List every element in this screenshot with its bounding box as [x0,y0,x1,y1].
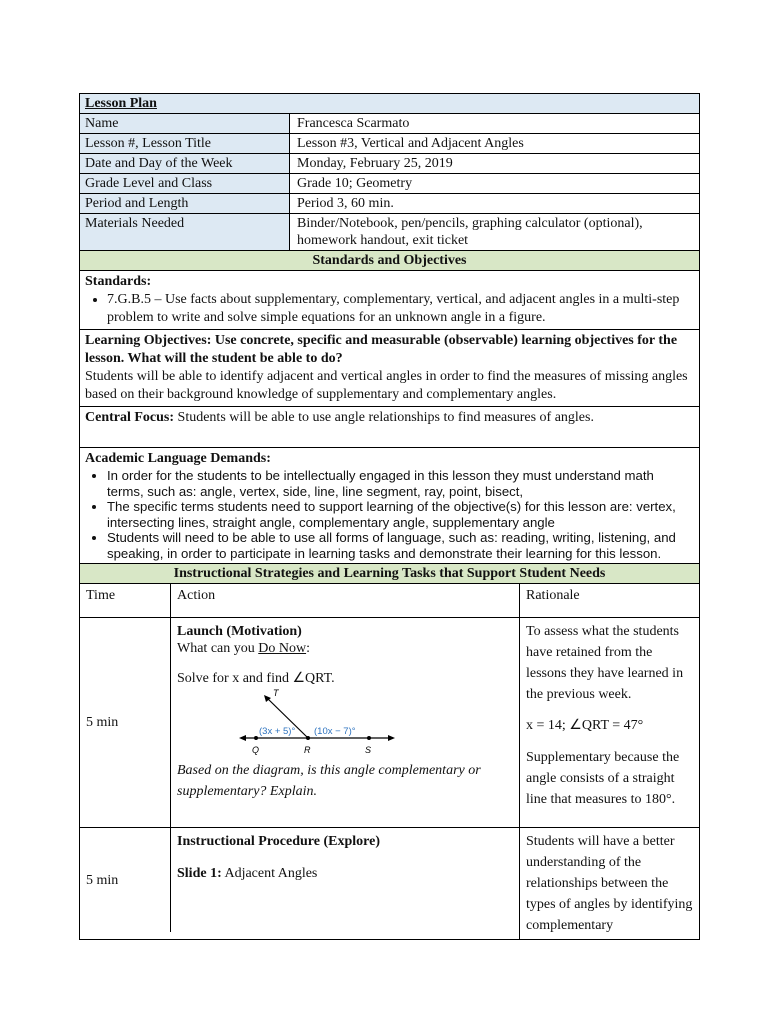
info-row-date [80,154,699,174]
objectives-heading: Learning Objectives: Use concrete, specific and measurable (observable) learning objectives for the lesson. What will the student be able to do? [85,333,678,366]
left-angle-expression: (3x + 5)° [259,726,296,737]
info-row-lesson [80,134,699,154]
info-label: Name [80,114,290,133]
info-value: Grade 10; Geometry [297,176,413,191]
info-label: Lesson #, Lesson Title [80,134,290,153]
objectives-block [80,330,699,407]
rationale-explanation: Supplementary because the angle consists of a straight line that measures to 180°. [526,750,680,807]
standard-code: 7.G.B.5 – [107,292,162,307]
slide-label: Slide 1: [177,866,222,881]
launch-title: Launch (Motivation) [177,624,302,639]
right-angle-expression: (10x − 7)° [314,726,356,737]
central-focus-text: Students will be able to use angle relationships to find measures of angles. [174,410,594,425]
lesson-plan-title: Lesson Plan [80,94,699,114]
academic-language-item: • Students will need to be able to use all forms of language, such as: reading, writing, listening, and speaking, in order to participate in learning tasks and demonstrate their learning for this lesson. [107,530,694,561]
info-row-name [80,114,699,134]
info-row-materials [80,214,699,251]
column-header-rationale: Rationale [520,584,699,618]
label-s: S [365,745,372,755]
launch-action-cell [171,618,520,828]
info-label: Period and Length [80,194,290,213]
explore-title: Instructional Procedure (Explore) [177,834,380,849]
academic-language-item: • In order for the students to be intellectually engaged in this lesson they must understand math terms, such as: angle, vertex, side, line, line segment, ray, point, bisect, [107,468,694,499]
info-label: Grade Level and Class [80,174,290,193]
arrow-left-icon [239,735,246,741]
label-q: Q [252,745,260,755]
strategies-section-header: Instructional Strategies and Learning Tasks that Support Student Needs [80,564,699,584]
info-value: Lesson #3, Vertical and Adjacent Angles [297,136,524,151]
central-focus-label: Central Focus: [85,410,175,425]
do-now-prompt [177,640,513,657]
info-label: Materials Needed [80,214,290,250]
standards-label: Standards: [85,274,152,289]
academic-language-item: • The specific terms students need to support learning of the objective(s) for this lesson are: vertex, intersecting lines, straight angle, complementary angle, supplementary angle [107,499,694,530]
lesson-plan-document [79,93,700,940]
do-now-link: Do Now [258,641,307,656]
column-header-time: Time [80,584,171,618]
launch-task: Solve for x and find ∠QRT. [177,671,335,686]
arrow-right-icon [388,735,395,741]
point-q [254,736,258,740]
rationale-purpose: To assess what the students have retained from the lessons they have learned in the previous week. [526,624,684,702]
explore-action-cell [171,828,520,939]
do-now-pre: What can you [177,641,259,656]
column-header-action: Action [171,584,520,618]
point-r [306,736,310,740]
info-row-period [80,194,699,214]
standard-text: Use facts about supplementary, complementary, vertical, and adjacent angles in a multi-step problem to write and solve simple equations for an unknown angle in a figure. [107,292,680,325]
label-t: T [273,688,279,698]
info-value: Binder/Notebook, pen/pencils, graphing calculator (optional), homework handout, exit ticket [297,216,643,248]
info-value: Monday, February 25, 2019 [297,156,453,171]
info-value: Francesca Scarmato [297,116,410,131]
row-time: 5 min [80,828,171,932]
row-time: 5 min [80,618,171,828]
info-label: Date and Day of the Week [80,154,290,173]
explore-rationale-cell: Students will have a better understanding of the relationships between the types of angles by identifying complementary [526,834,693,933]
academic-language-list [85,468,694,561]
standards-section-header: Standards and Objectives [80,251,699,271]
label-r: R [304,745,311,755]
point-s [367,736,371,740]
standards-block [80,271,699,330]
central-focus-block [80,407,699,448]
academic-language-label: Academic Language Demands: [85,451,271,466]
launch-question: Based on the diagram, is this angle complementary or supplementary? Explain. [177,763,481,799]
do-now-post: : [306,641,310,656]
slide-1-line [177,865,513,882]
launch-rationale-cell [520,618,699,828]
strategies-table [80,584,699,939]
slide-text: Adjacent Angles [221,866,318,881]
angle-diagram [237,688,397,760]
rationale-answer: x = 14; ∠QRT = 47° [526,718,644,733]
info-value: Period 3, 60 min. [297,196,394,211]
standards-item [107,291,694,327]
academic-language-block [80,448,699,564]
objectives-text: Students will be able to identify adjacent and vertical angles in order to find the measures of missing angles based on their background knowledge of supplementary and complementary angles. [85,369,688,402]
info-row-grade [80,174,699,194]
standards-list [85,291,694,327]
